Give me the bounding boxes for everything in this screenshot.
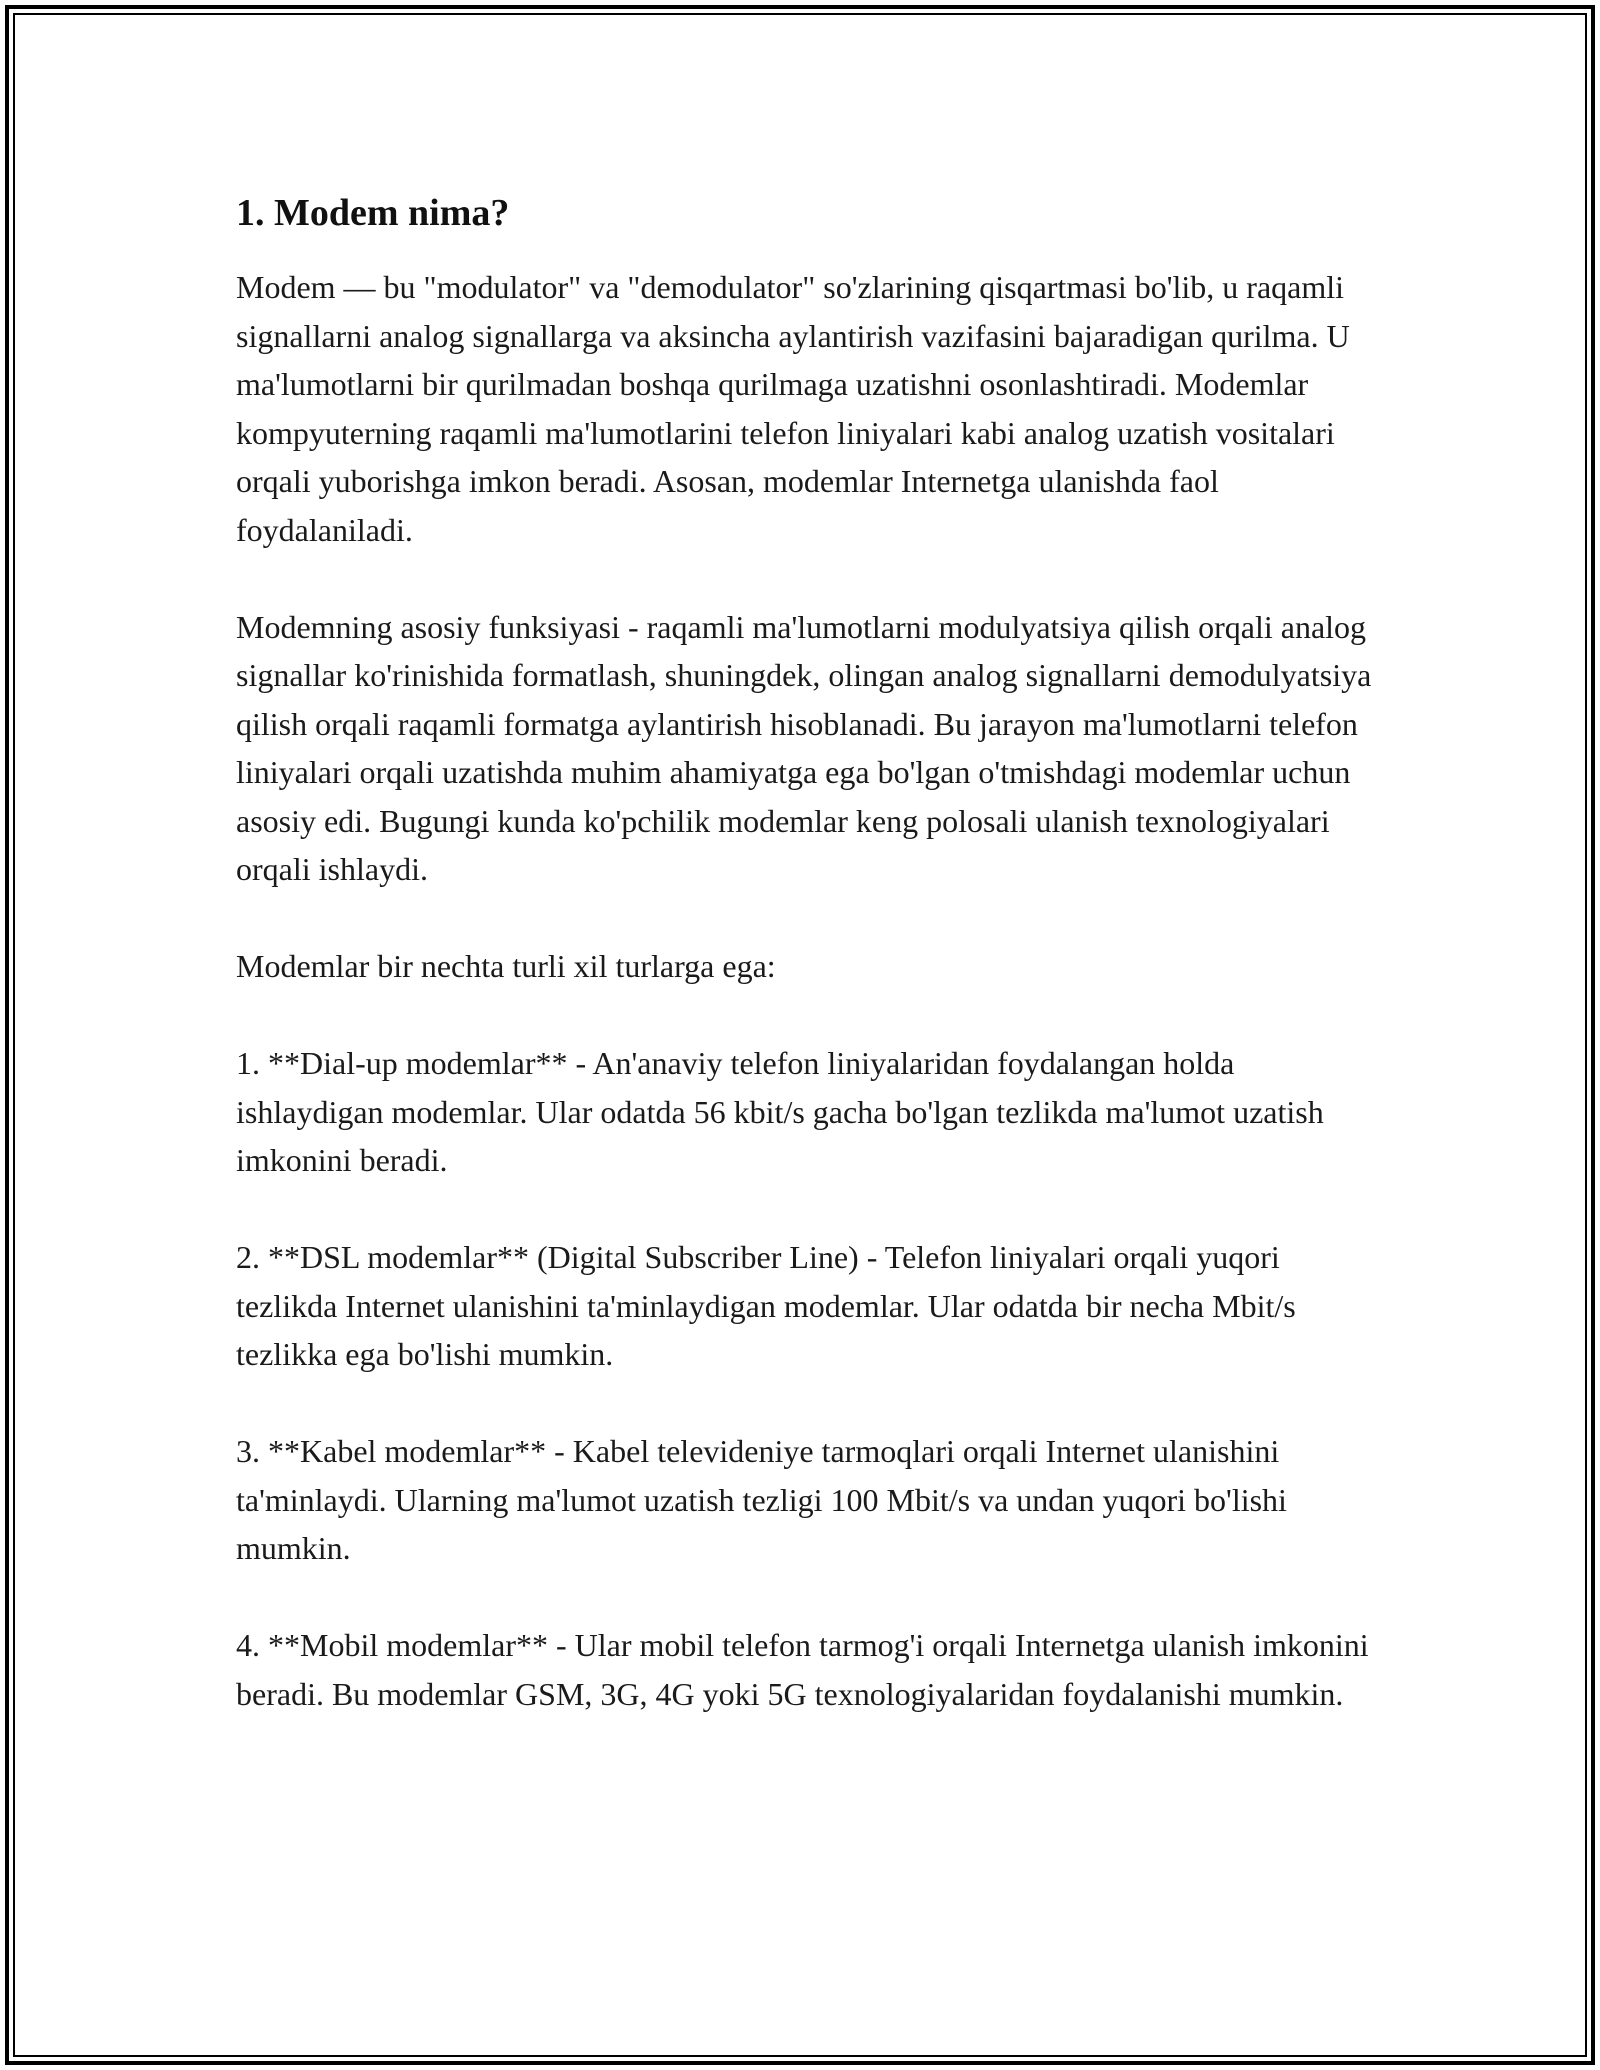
paragraph-spacer <box>236 991 1376 1040</box>
paragraph-types-intro: Modemlar bir nechta turli xil turlarga ega: <box>236 948 776 984</box>
paragraph-function: Modemning asosiy funksiyasi - raqamli ma'lumotlarni modulyatsiya qilish orqali analog signallar ko'rinishida formatlash, shuningdek, olingan analog signallarni demodulyatsiya qilish orqali raqamli formatga aylantirish hisoblanadi. Bu jarayon ma'lumotlarni telefon liniyalari orqali uzatishda muhim ahamiyatga ega bo'lgan o'tmishdagi modemlar uchun asosiy edi. Bugungi kunda ko'pchilik modemlar keng polosali ulanish texnologiyalari orqali ishlaydi. <box>236 608 1372 887</box>
paragraph-spacer <box>236 554 1376 603</box>
list-item-dsl: 2. **DSL modemlar** (Digital Subscriber Line) - Telefon liniyalari orqali yuqori tezlikda Internet ulanishini ta'minlaydigan modemlar. Ular odatda bir necha Mbit/s tezlikka ega bo'lishi mumkin. <box>236 1239 1296 1372</box>
paragraph-spacer <box>236 894 1376 943</box>
section-heading: 1. Modem nima? <box>236 192 510 234</box>
list-item-mobile: 4. **Mobil modemlar** - Ular mobil telefon tarmog'i orqali Internetga ulanish imkonini beradi. Bu modemlar GSM, 3G, 4G yoki 5G texnologiyalaridan foydalanishi mumkin. <box>236 1627 1369 1712</box>
paragraph-spacer <box>236 1379 1376 1428</box>
document-body <box>236 185 1376 1718</box>
paragraph-spacer <box>236 1185 1376 1234</box>
list-item-cable: 3. **Kabel modemlar** - Kabel televideniye tarmoqlari orqali Internet ulanishini ta'minlaydi. Ularning ma'lumot uzatish tezligi 100 Mbit/s va undan yuqori bo'lishi mumkin. <box>236 1433 1287 1566</box>
paragraph-definition: Modem — bu "modulator" va "demodulator" so'zlarining qisqartmasi bo'lib, u raqamli signallarni analog signallarga va aksincha aylantirish vazifasini bajaradigan qurilma. U ma'lumotlarni bir qurilmadan boshqa qurilmaga uzatishni osonlashtiradi. Modemlar kompyuterning raqamli ma'lumotlarini telefon liniyalari kabi analog uzatish vositalari orqali yuborishga imkon beradi. Asosan, modemlar Internetga ulanishda faol foydalaniladi. <box>236 269 1350 548</box>
list-item-dialup: 1. **Dial-up modemlar** - An'anaviy telefon liniyalaridan foydalangan holda ishlaydigan modemlar. Ular odatda 56 kbit/s gacha bo'lgan tezlikda ma'lumot uzatish imkonini beradi. <box>236 1045 1324 1178</box>
paragraph-spacer <box>236 1573 1376 1622</box>
